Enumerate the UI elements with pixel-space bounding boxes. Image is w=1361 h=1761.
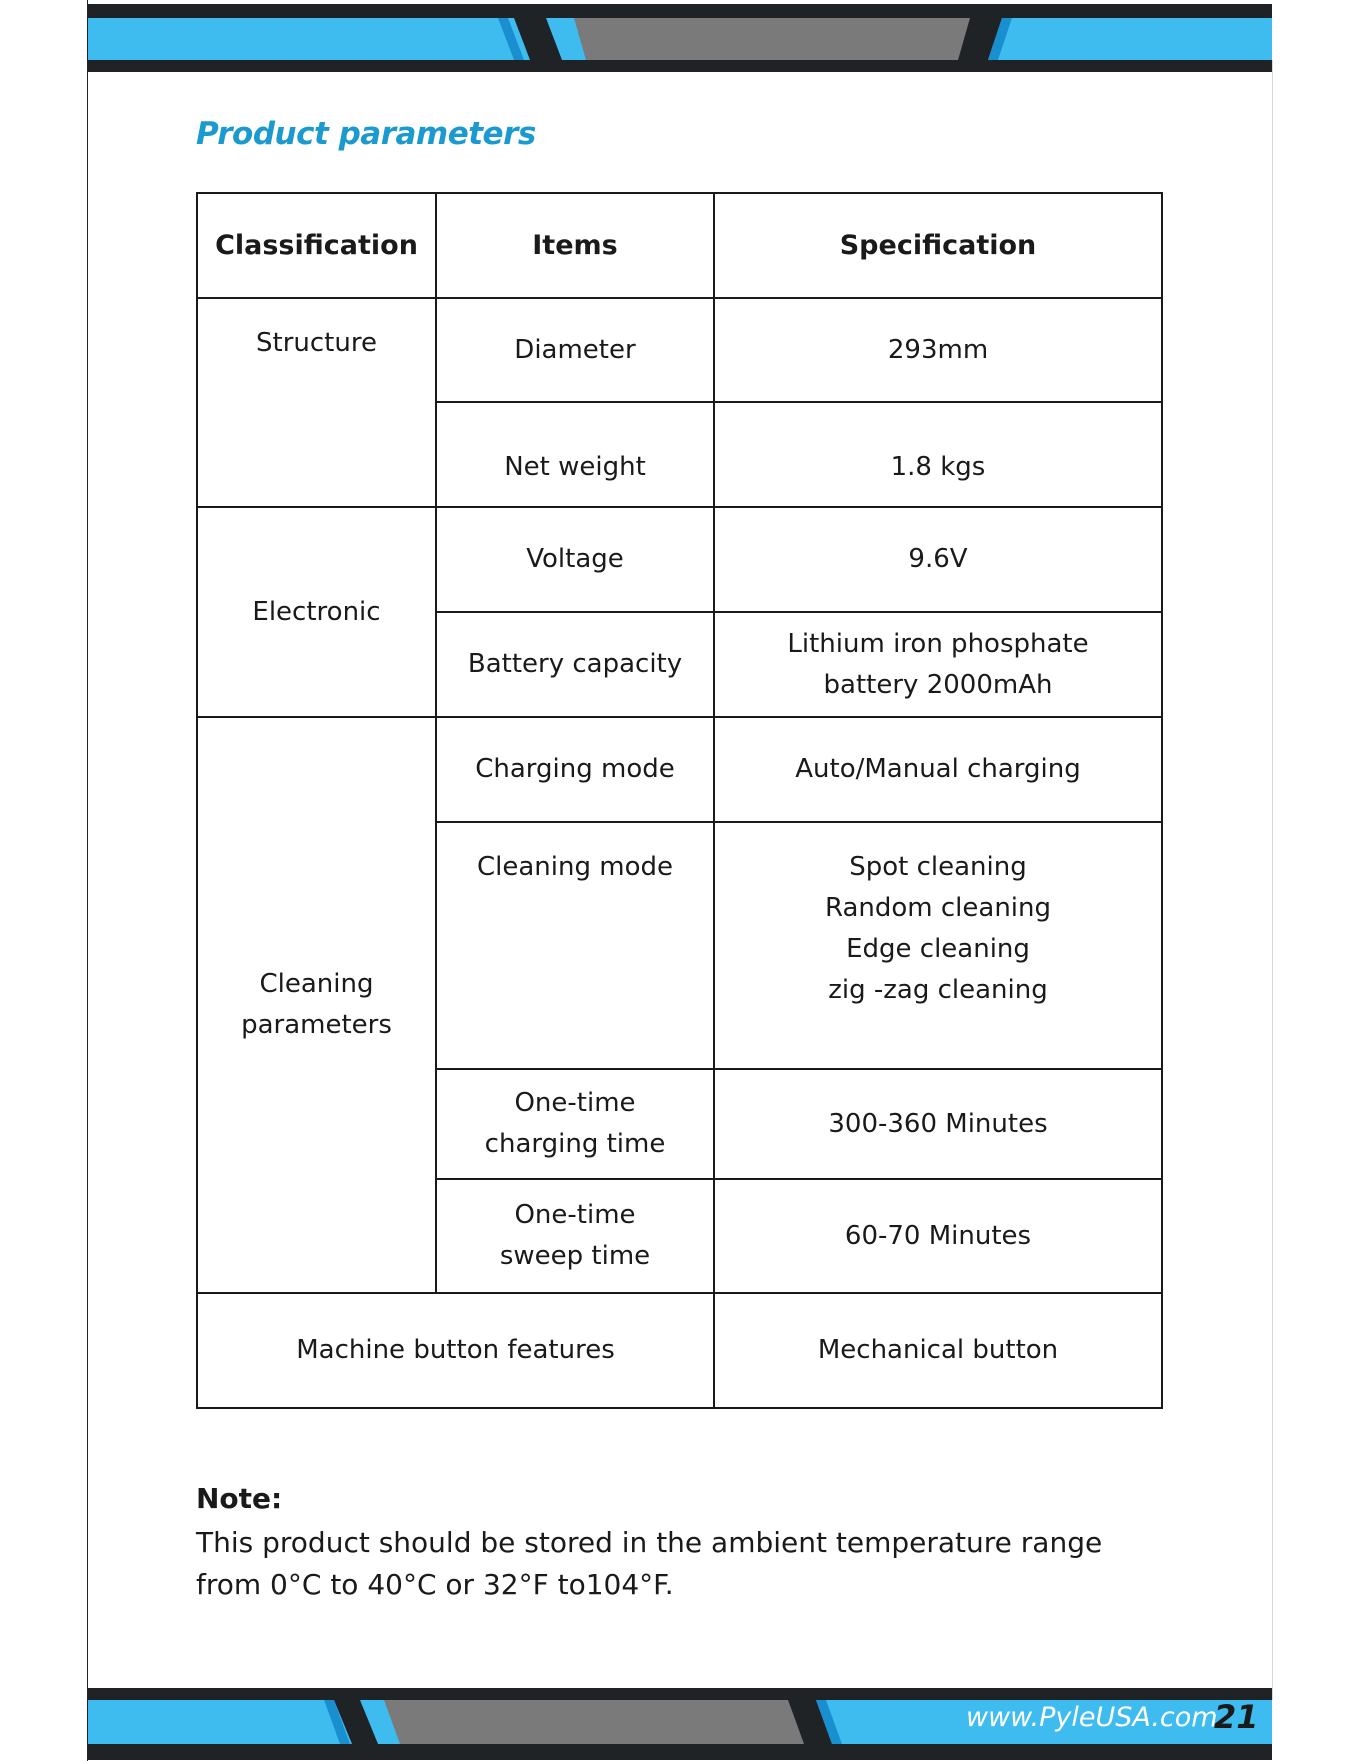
table-row: [197, 507, 1162, 612]
classification-cleaning: [197, 717, 436, 1293]
spec-line: Lithium iron phosphate: [787, 628, 1089, 659]
table-row: [197, 298, 1162, 402]
spec-line: Random cleaning: [824, 893, 1052, 923]
table-row: [197, 717, 1162, 822]
page-number: 21: [1214, 1698, 1259, 1736]
header-specification: Specification: [714, 193, 1162, 298]
spec-cell: 1.8 kgs: [714, 402, 1162, 507]
header-classification: Classification: [197, 193, 436, 298]
item-cell: [436, 1069, 714, 1179]
spec-cell: Auto/Manual charging: [714, 717, 1162, 822]
page-left-edge: [87, 0, 88, 1761]
spec-cell: 300-360 Minutes: [714, 1069, 1162, 1179]
note-label: Note:: [196, 1482, 283, 1515]
note-text: This product should be stored in the ambient temperature range from 0°C to 40°C or 32°F to104°F.: [196, 1526, 1103, 1601]
item-line: One-time: [514, 1200, 636, 1230]
classification-structure: Structure: [197, 298, 436, 507]
page-right-edge: [1272, 60, 1273, 1700]
spec-cell: [714, 822, 1162, 1069]
spec-cell: 9.6V: [714, 507, 1162, 612]
spec-cell: Mechanical button: [714, 1293, 1162, 1408]
classification-line: parameters: [241, 1010, 392, 1040]
item-cell: Cleaning mode: [436, 822, 714, 1069]
spec-line: battery 2000mAh: [823, 669, 1053, 700]
spec-cell: [714, 612, 1162, 717]
item-cell: Charging mode: [436, 717, 714, 822]
spec-line: Spot cleaning: [849, 852, 1027, 882]
table-row: [197, 1293, 1162, 1408]
item-cell: Diameter: [436, 298, 714, 402]
header-items: Items: [436, 193, 714, 298]
footer-website-link[interactable]: www.PyleUSA.com: [966, 1702, 1218, 1733]
spec-line: Edge cleaning: [846, 934, 1030, 964]
item-cell: Net weight: [436, 402, 714, 507]
item-line: One-time: [514, 1088, 636, 1118]
spec-line: zig -zag cleaning: [828, 975, 1048, 1005]
item-line: charging time: [484, 1129, 666, 1159]
product-parameters-table: [196, 192, 1163, 1409]
item-cell: [436, 1179, 714, 1293]
machine-button-label: Machine button features: [197, 1293, 714, 1408]
item-line: sweep time: [499, 1241, 651, 1271]
item-cell: Voltage: [436, 507, 714, 612]
spec-cell: 293mm: [714, 298, 1162, 402]
page-title: Product parameters: [196, 116, 536, 152]
classification-electronic: Electronic: [197, 507, 436, 717]
item-cell: Battery capacity: [436, 612, 714, 717]
table-header-row: [197, 193, 1162, 298]
header-band: [88, 4, 1272, 72]
spec-cell: 60-70 Minutes: [714, 1179, 1162, 1293]
classification-line: Cleaning: [259, 969, 374, 999]
